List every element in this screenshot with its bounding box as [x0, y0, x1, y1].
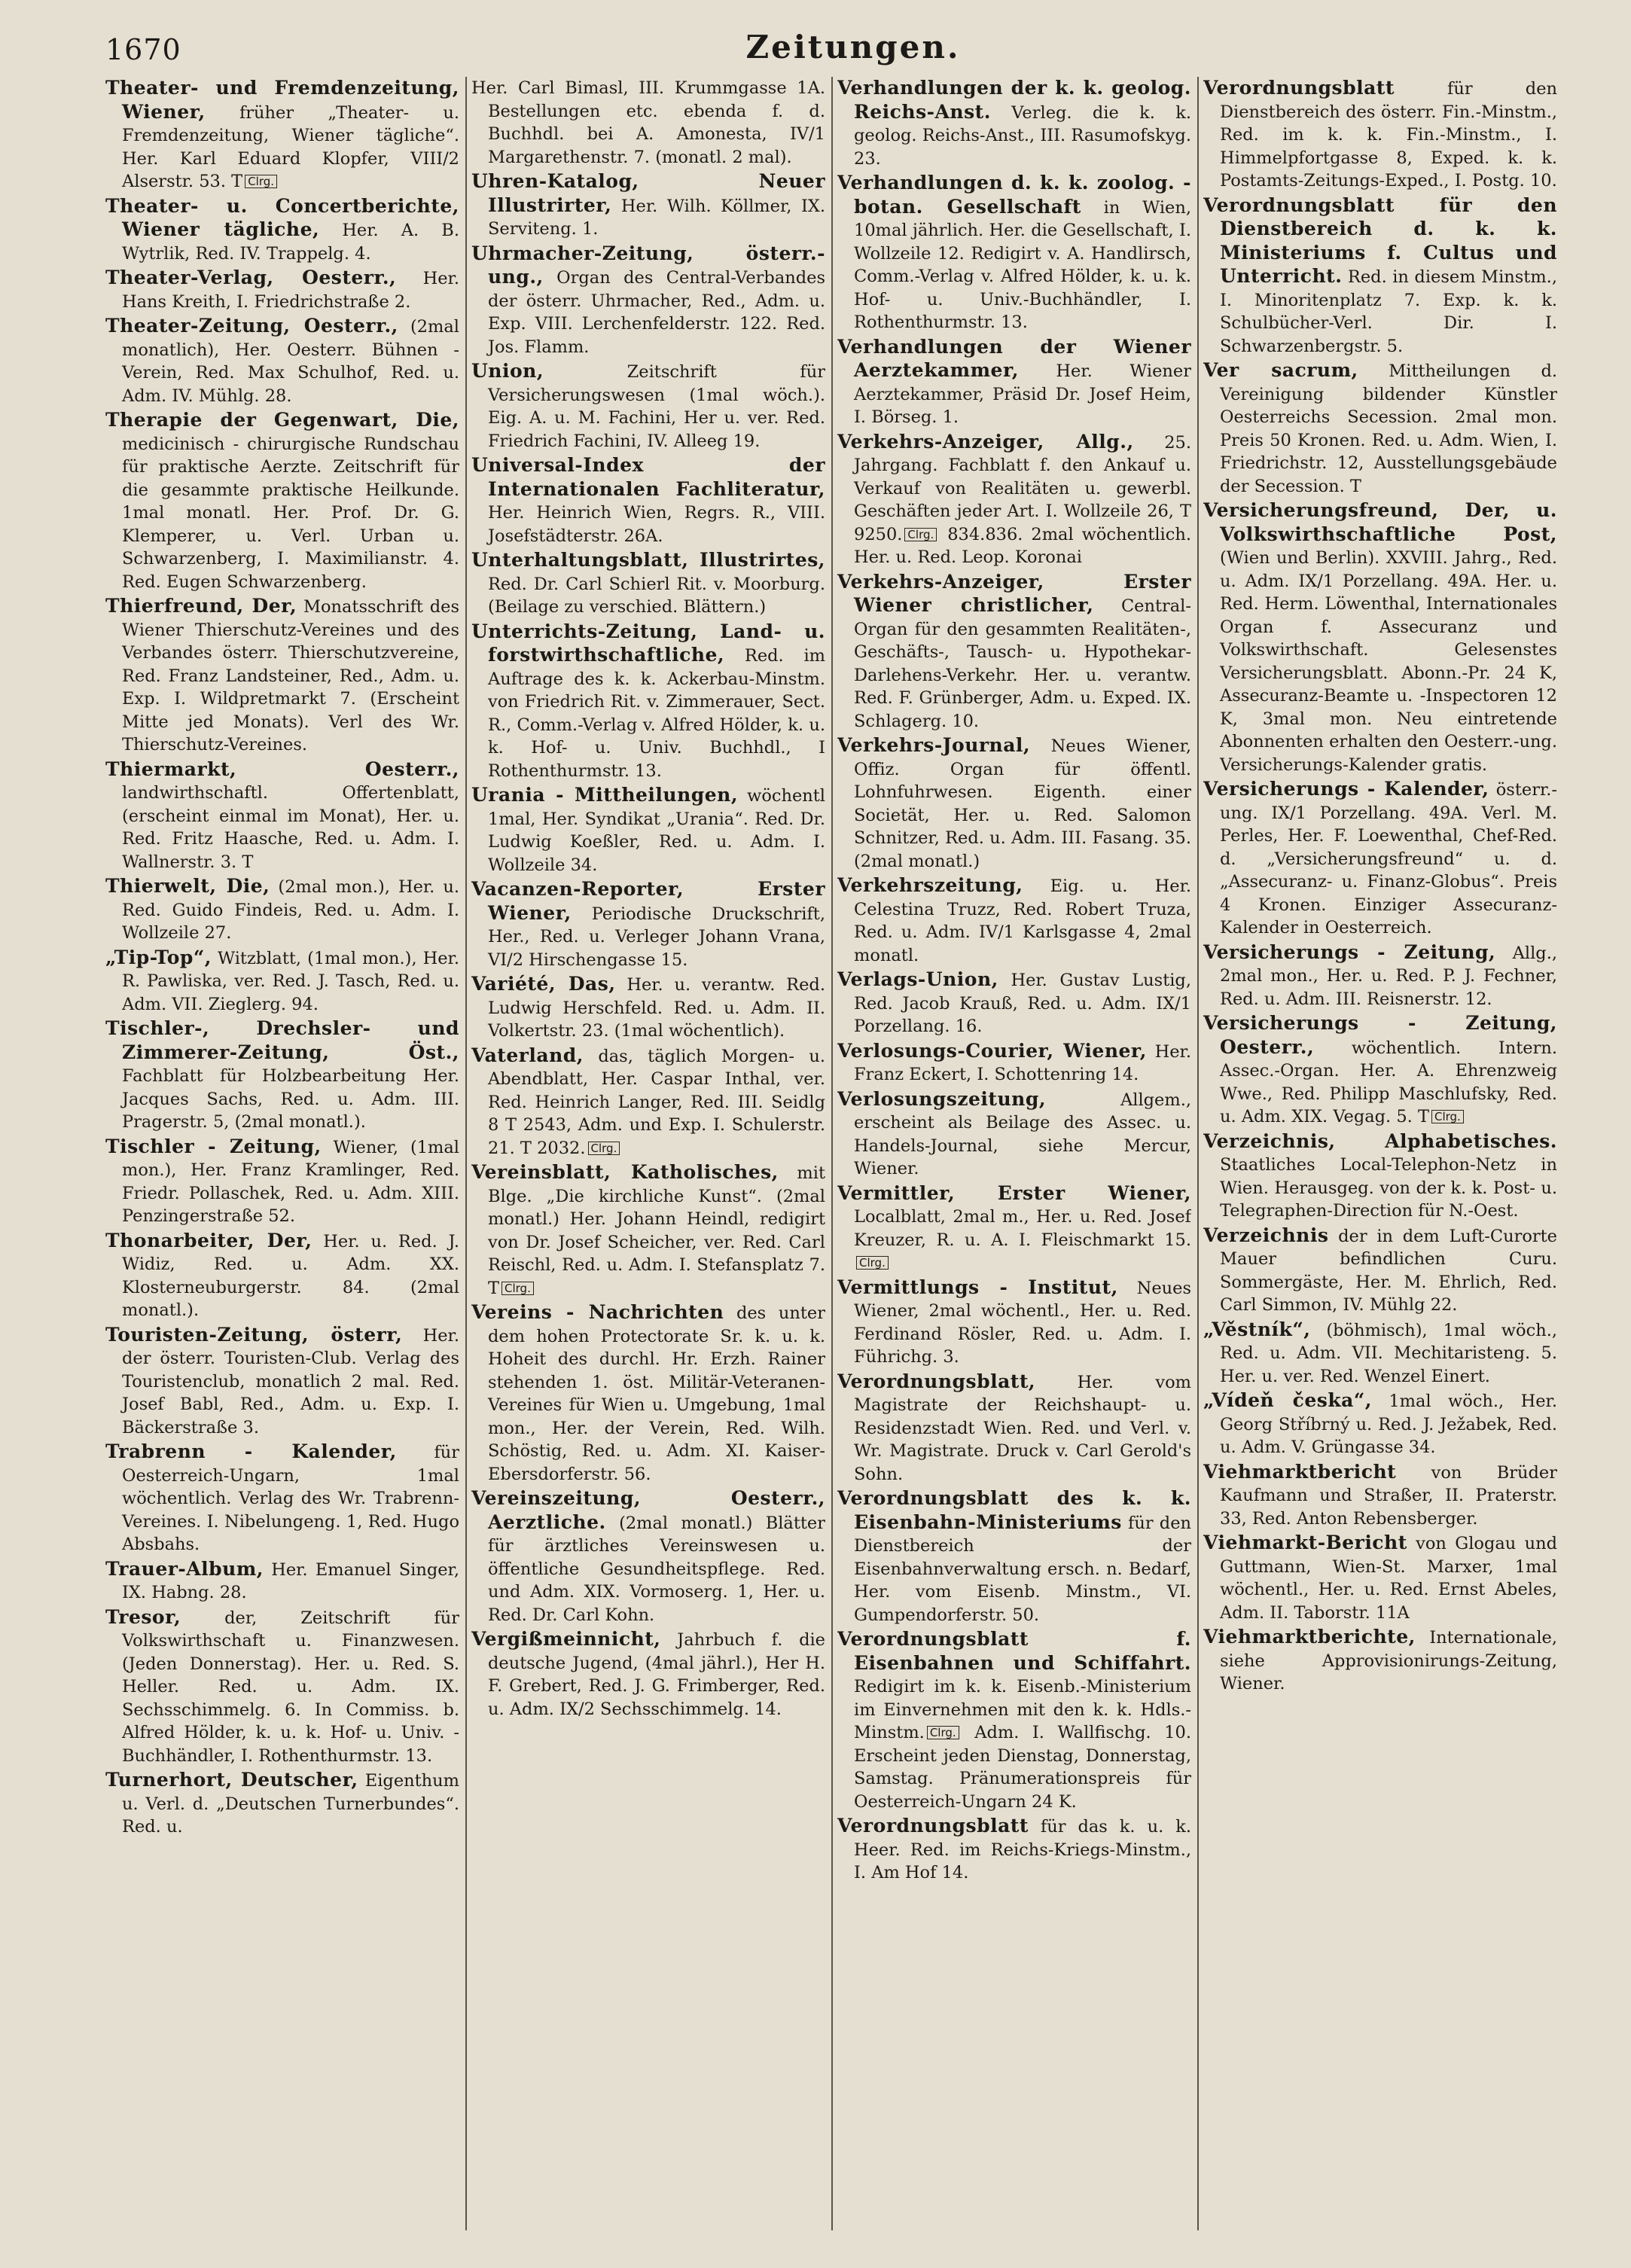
- entry-headword: Vermittlungs - Institut,: [837, 1276, 1118, 1298]
- entry-headword: Viehmarkt-Bericht: [1203, 1532, 1407, 1553]
- directory-entry: [105, 195, 459, 266]
- directory-entry: [105, 947, 459, 1017]
- entry-headword: Verordnungsblatt des k. k. Eisenbahn-Ministeriums: [837, 1487, 1191, 1533]
- directory-entry: [471, 1301, 825, 1486]
- entry-text: Red. in diesem Minstm., I. Minoritenplatz 7. Exp. k. k. Schulbücher-Verl. Dir. I. Schwarzenbergstr. 5.: [1220, 267, 1557, 356]
- entry-headword: Verordnungsblatt für den Dienstbereich d. k. k. Ministeriums f. Cultus und Unterricht.: [1203, 194, 1557, 287]
- entry-headword: Verzeichnis: [1203, 1224, 1329, 1246]
- entry-headword: Turnerhort, Deutscher,: [105, 1769, 358, 1791]
- clrg-stamp: Clrg.: [501, 1282, 534, 1295]
- directory-entry: [471, 454, 825, 547]
- directory-entry: [1203, 1461, 1557, 1531]
- directory-entry: [105, 1136, 459, 1228]
- entry-headword: Uhrmacher-Zeitung, österr.-ung.,: [471, 242, 825, 288]
- entry-text: Wiener, (1mal mon.), Her. Franz Kramlinger, Red. Friedr. Pollaschek, Red. u. Adm. XIII. Penzingerstraße 52.: [122, 1137, 459, 1226]
- entry-text: Her. Heinrich Wien, Regrs. R., VIII. Josefstädterstr. 26A.: [488, 503, 825, 546]
- directory-entry: [837, 1815, 1191, 1885]
- entry-headword: Thierfreund, Der,: [105, 595, 297, 617]
- directory-entry: [105, 1558, 459, 1605]
- entry-headword: Ver sacrum,: [1203, 359, 1358, 381]
- entry-text: Mittheilungen d. Vereinigung bildender Künstler Oesterreichs Secession. 2mal mon. Preis 50 Kronen. Red. u. Adm. Wien, I. Friedrichstr. 12, Ausstellungsgebäude der Secession. T: [1220, 361, 1557, 496]
- directory-entry: [471, 549, 825, 619]
- entry-headword: Tischler-, Drechsler- und Zimmerer-Zeitung, Öst.,: [105, 1017, 459, 1063]
- entry-headword: Thiermarkt, Oesterr.,: [105, 758, 459, 780]
- entry-text-continued: 834.836. 2mal wöchentlich. Her. u. Red. Leop. Koronai: [854, 524, 1191, 567]
- entry-headword: Therapie der Gegenwart, Die,: [105, 409, 459, 431]
- entry-text: Her. vom Magistrate der Reichshaupt- u. Residenzstadt Wien. Red. und Verl. v. Wr. Magistrate. Druck v. Carl Gerold's Sohn.: [854, 1372, 1191, 1484]
- entry-text: Staatliches Local-Telephon-Netz in Wien. Herausgeg. von der k. k. Post- u. Telegraphen-Direction für N.-Oest.: [1220, 1155, 1557, 1221]
- directory-entry: [471, 170, 825, 241]
- entry-text: in Wien, 10mal jährlich. Her. die Gesellschaft, I. Wollzeile 12. Redigirt v. A. Handlirsch, Comm.-Verlag v. Alfred Hölder, k. u. k. Hof- u. Univ.-Buchhändler, I. Rothenthurmstr. 13.: [854, 197, 1191, 332]
- directory-entry: [471, 360, 825, 453]
- entry-text: (2mal monatl.) Blätter für ärztliches Vereinswesen u. öffentliche Gesundheitspflege. Red. und Adm. XIX. Vormoserg. 1, Her. u. Red. Dr. Carl Kohn.: [488, 1513, 825, 1625]
- entry-headword: Thierwelt, Die,: [105, 875, 270, 897]
- entry-headword: Uhren-Katalog, Neuer Illustrirter,: [471, 170, 825, 216]
- entry-text: für Oesterreich-Ungarn, 1mal wöchentlich. Verlag des Wr. Trabrenn-Vereines. I. Nibelungeng. 1, Red. Hugo Absbahs.: [122, 1443, 459, 1554]
- entry-headword: Theater-Zeitung, Oesterr.,: [105, 315, 398, 337]
- entry-headword: Verlosungs-Courier, Wiener,: [837, 1039, 1147, 1062]
- entry-text: das, täglich Morgen- u. Abendblatt, Her. Caspar Inthal, ver. Red. Heinrich Langer, Red. III. Seidlg 8 T 2543, Adm. und Exp. I. Schulerstr. 21. T 2032.: [488, 1046, 825, 1158]
- entry-text: 1mal wöch., Her. Georg Stříbrný u. Red. J. Ježabek, Red. u. Adm. V. Grüngasse 34.: [1220, 1392, 1557, 1457]
- directory-entry: [105, 595, 459, 757]
- entry-headword: Verordnungsblatt,: [837, 1370, 1036, 1392]
- entry-text: wöchentl 1mal, Her. Syndikat „Urania“. Red. Dr. Ludwig Koeßler, Red. u. Adm. I. Wollzeile 34.: [488, 786, 825, 875]
- clrg-stamp: Clrg.: [927, 1726, 959, 1739]
- entry-text: wöchentlich. Intern. Assec.-Organ. Her. A. Ehrenzweig Wwe., Red. Philipp Maschlufsky, Red. u. Adm. XIX. Vegag. 5. T: [1220, 1038, 1557, 1126]
- entry-text: Witzblatt, (1mal mon.), Her. R. Pawliska, ver. Red. J. Tasch, Red. u. Adm. VII. Zieglerg. 94.: [122, 948, 459, 1014]
- column-divider: [831, 77, 833, 2230]
- directory-entry: [471, 878, 825, 971]
- directory-entry: [105, 315, 459, 407]
- entry-text: Her. u. Red. J. Widiz, Red. u. Adm. XX. Klosterneuburgerstr. 84. (2mal monatl.).: [122, 1231, 459, 1320]
- entry-headword: Variété, Das,: [471, 973, 616, 995]
- entry-text: Her. u. verantw. Red. Ludwig Herschfeld. Red. u. Adm. II. Volkertstr. 23. (1mal wöchentlich).: [488, 975, 825, 1041]
- entry-headword: Vermittler, Erster Wiener,: [837, 1181, 1191, 1204]
- directory-entry: [471, 1161, 825, 1300]
- entry-text: Redigirt im k. k. Eisenb.-Ministerium im Einvernehmen mit den k. k. Hdls.-Minstm.: [854, 1677, 1191, 1742]
- directory-entry: [837, 1487, 1191, 1626]
- directory-entry: [1203, 1626, 1557, 1696]
- entry-text: Zeitschrift für Versicherungswesen (1mal wöch.). Eig. A. u. M. Fachini, Her u. ver. Red. Friedrich Fachini, IV. Alleeg 19.: [488, 362, 825, 451]
- entry-text: Her. Wilh. Köllmer, IX. Servitеng. 1.: [488, 196, 825, 239]
- entry-text: Her. Franz Eckert, I. Schottenring 14.: [854, 1041, 1191, 1084]
- directory-entry: [1203, 194, 1557, 358]
- clrg-stamp: Clrg.: [856, 1256, 889, 1270]
- entry-text: Red. im Auftrage des k. k. Ackerbau-Minstm. von Friedrich Rit. v. Zimmerauer, Sect. R., Comm.-Verlag v. Alfred Hölder, k. u. k. Hof- u. Univ. Buchhdl., I Rothenthurmstr. 13.: [488, 646, 825, 781]
- directory-entry: [837, 77, 1191, 170]
- entry-text: Eigenthum u. Verl. d. „Deutschen Turnerbundes“. Red. u.: [122, 1771, 459, 1837]
- directory-entry: [837, 1182, 1191, 1275]
- column-1: [105, 77, 459, 2253]
- entry-text: Monatsschrift des Wiener Thierschutz-Vereines und des Verbandes österr. Thierschutzvereine, Red. Franz Landsteiner, Red., Adm. u. Exp. I. Wildpretmarkt 7. (Erscheint Mitte jed Monats). Verl des Wr. Thierschutz-Vereines.: [122, 597, 459, 754]
- entry-headword: Verhandlungen der Wiener Aerztekammer,: [837, 335, 1191, 381]
- entry-text: Her. Emanuel Singer, IX. Habng. 28.: [122, 1559, 459, 1602]
- directory-entry: [837, 336, 1191, 429]
- directory-entry: [1203, 1532, 1557, 1624]
- entry-headword: Verlosungszeitung,: [837, 1087, 1047, 1110]
- entry-text: (2mal mon.), Her. u. Red. Guido Findeis, Red. u. Adm. I. Wollzeile 27.: [122, 877, 459, 943]
- directory-entry: [837, 1628, 1191, 1813]
- directory-entry: [1203, 1224, 1557, 1317]
- entry-headword: Vaterland,: [471, 1044, 584, 1066]
- entry-headword: Verzeichnis, Alphabetisches.: [1203, 1129, 1557, 1152]
- entry-headword: Tischler - Zeitung,: [105, 1135, 322, 1157]
- entry-text: Her. A. B. Wytrlik, Red. IV. Trappelg. 4.: [122, 221, 459, 264]
- entry-text: Organ des Central-Verbandes der österr. Uhrmacher, Red., Adm. u. Exp. VIII. Lerchenfelderstr. 122. Red. Jos. Flamm.: [488, 268, 825, 357]
- entry-text: Eig. u. Her. Celestina Truzz, Red. Robert Truza, Red. u. Adm. IV/1 Karlsgasse 4, 2mal monatl.: [854, 876, 1191, 965]
- entry-headword: Tresor,: [105, 1605, 181, 1628]
- entry-headword: Union,: [471, 360, 544, 382]
- entry-text: Verleg. die k. k. geolog. Reichs-Anst., III. Rasumofskyg. 23.: [854, 102, 1191, 169]
- entry-text: (Wien und Berlin). XXVIII. Jahrg., Red. u. Adm. IX/1 Porzellang. 49A. Her. u. Red. Herm. Löwenthal, Internationales Organ f. Assecuranz und Volkswirthschaft. Gelesenstes Versicherungsblatt. Abonn.-Pr. 24 K, Assecuranz-Beamte u. -Inspectoren 12 K, 3mal mon. Neu eintretende Abonnenten erhalten den Oesterr.-ung. Versicherungs-Kalender gratis.: [1220, 548, 1557, 775]
- directory-entry: [471, 242, 825, 359]
- directory-entry: [1203, 77, 1557, 193]
- entry-text-continued: Adm. I. Wallfischg. 10. Erscheint jeden Dienstag, Donnerstag, Samstag. Pränumerationspreis für Oesterreich-Ungarn 24 K.: [854, 1723, 1191, 1812]
- entry-text: Allg., 2mal mon., Her. u. Red. P. J. Fechner, Red. u. Adm. III. Reisnerstr. 12.: [1220, 943, 1557, 1009]
- columns: [105, 77, 1559, 2253]
- entry-headword: Vergißmeinnicht,: [471, 1628, 661, 1650]
- entry-headword: Versicherungsfreund, Der, u. Volkswirthschaftliche Post,: [1203, 499, 1557, 545]
- directory-entry: [837, 571, 1191, 733]
- entry-text: Allgem., erscheint als Beilage des Assec. u. Handels-Journal, siehe Mercur, Wiener.: [854, 1090, 1191, 1178]
- directory-entry: [471, 784, 825, 876]
- clrg-stamp: Clrg.: [245, 175, 277, 188]
- entry-text: Neues Wiener, Offiz. Organ für öffentl. Lohnfuhrwesen. Eigenth. einer Societät, Her. u. Red. Salomon Schnitzer, Red. u. Adm. III. Fasang. 35. (2mal monatl.): [854, 736, 1191, 871]
- entry-headword: Verhandlungen der k. k. geolog. Reichs-Anst.: [837, 77, 1191, 123]
- entry-headword: Trabrenn - Kalender,: [105, 1440, 397, 1462]
- directory-entry: [105, 758, 459, 874]
- directory-entry: [105, 267, 459, 313]
- entry-headword: Theater- u. Concertberichte, Wiener tägliche,: [105, 194, 459, 240]
- entry-text: Neues Wiener, 2mal wöchentl., Her. u. Red. Ferdinand Rösler, Red. u. Adm. I. Führichg. 3.: [854, 1278, 1191, 1367]
- directory-entry: [1203, 359, 1557, 498]
- entry-headword: Verordnungsblatt: [1203, 77, 1395, 99]
- entry-headword: Theater-Verlag, Oesterr.,: [105, 267, 397, 288]
- directory-entry: [471, 1044, 825, 1160]
- page-header: [105, 27, 1601, 72]
- entry-text: Fachblatt für Holzbearbeitung Her. Jacques Sachs, Red. u. Adm. III. Pragerstr. 5, (2mal monatl.).: [122, 1066, 459, 1132]
- entry-headword: Verlags-Union,: [837, 968, 998, 990]
- entry-text: medicinisch - chirurgische Rundschau für praktische Aerzte. Zeitschrift für die gesammte praktische Heilkunde. 1mal monatl. Her. Prof. Dr. G. Klemperer, u. Verl. Urban u. Schwarzenberg, I. Maximilianstr. 4. Red. Eugen Schwarzenberg.: [122, 434, 459, 592]
- directory-entry: [1203, 1389, 1557, 1459]
- entry-text: 25. Jahrgang. Fachblatt f. den Ankauf u. Verkauf von Realitäten u. gewerbl. Geschäften jeder Art. I. Wollzeile 26, T 9250.: [854, 432, 1191, 544]
- entry-text: Localblatt, 2mal m., Her. u. Red. Josef Kreuzer, R. u. A. I. Fleischmarkt 15.: [854, 1207, 1191, 1250]
- entry-headword: Vereinszeitung, Oesterr., Aerztliche.: [471, 1487, 825, 1533]
- directory-entry: [471, 1487, 825, 1626]
- running-title: Zeitungen.: [745, 29, 961, 66]
- entry-text: für den Dienstbereich des österr. Fin.-Minstm., Red. im k. k. Fin.-Minstm., I. Himmelpfortgasse 8, Exped. k. k. Postamts-Zeitungs-Exped., I. Postg. 10.: [1220, 79, 1557, 191]
- directory-entry: [837, 431, 1191, 569]
- directory-entry: [471, 973, 825, 1043]
- entry-headword: Thonarbeiter, Der,: [105, 1229, 312, 1251]
- entry-headword: Touristen-Zeitung, österr,: [105, 1323, 403, 1346]
- directory-entry: [1203, 778, 1557, 940]
- entry-headword: Vacanzen-Reporter, Erster Wiener,: [471, 878, 825, 924]
- entry-text: landwirthschaftl. Offertenblatt, (erscheint einmal im Monat), Her. u. Red. Fritz Haasche, Red. u. Adm. I. Wallnerstr. 3. T: [122, 783, 459, 872]
- clrg-stamp: Clrg.: [588, 1142, 620, 1155]
- entry-headword: Verkehrs-Anzeiger, Allg.,: [837, 430, 1134, 453]
- directory-entry: [837, 734, 1191, 873]
- directory-entry: [105, 875, 459, 945]
- clrg-stamp: Clrg.: [904, 528, 937, 541]
- entry-headword: Verkehrszeitung,: [837, 874, 1023, 896]
- entry-headword: Trauer-Album,: [105, 1557, 264, 1580]
- entry-headword: „Tip-Top“,: [105, 946, 212, 968]
- entry-headword: Urania - Mittheilungen,: [471, 784, 739, 806]
- entry-text: für das k. u. k. Heer. Red. im Reichs-Kriegs-Minstm., I. Am Hof 14.: [854, 1817, 1191, 1882]
- directory-entry: [837, 874, 1191, 967]
- entry-text: der in dem Luft-Curorte Mauer befindlichen Curu. Sommergäste, Her. M. Ehrlich, Red. Carl Simmon, IV. Mühlg 22.: [1220, 1226, 1557, 1315]
- entry-text: Her. Wiener Aerztekammer, Präsid Dr. Josef Heim, I. Börseg. 1.: [854, 361, 1191, 427]
- entry-headword: Verordnungsblatt f. Eisenbahnen und Schiffahrt.: [837, 1628, 1191, 1674]
- entry-text: (2mal monatlich), Her. Oesterr. Bühnen - Verein, Red. Max Schulhof, Red. u. Adm. IV. Mühlg. 28.: [122, 317, 459, 406]
- entry-text: Red. Dr. Carl Schierl Rit. v. Moorburg. (Beilage zu verschied. Blättern.): [488, 574, 825, 617]
- directory-entry: [1203, 1130, 1557, 1223]
- directory-entry: [105, 77, 459, 194]
- entry-headword: Unterhaltungsblatt, Illustrirtes,: [471, 549, 825, 571]
- directory-entry: [105, 1230, 459, 1322]
- directory-entry: [1203, 941, 1557, 1011]
- entry-text: (böhmisch), 1mal wöch., Red. u. Adm. VII. Mechitaristeng. 5. Her. u. ver. Red. Wenzel Einert.: [1220, 1320, 1557, 1386]
- entry-text: des unter dem hohen Protectorate Sr. k. u. k. Hoheit des durchl. Hr. Erzh. Rainer stehenden 1. öst. Militär-Veteranen-Vereines für Wien u. Umgebung, 1mal mon., Her. der Verein, Red. Wilh. Schöstig, Red. u. Adm. XI. Kaiser-Ebersdorferstr. 56.: [488, 1303, 825, 1484]
- directory-entry: [471, 620, 825, 783]
- entry-headword: Verordnungsblatt: [837, 1815, 1029, 1837]
- directory-entry: [105, 1017, 459, 1134]
- entry-text: für den Dienstbereich der Eisenbahnverwaltung ersch. n. Bedarf, Her. vom Eisenb. Minstm., VI. Gumpendorferstr. 50.: [854, 1513, 1191, 1625]
- entry-headword: Verhandlungen d. k. k. zoolog. - botan. Gesellschaft: [837, 172, 1191, 218]
- entry-headword: Theater- und Fremdenzeitung, Wiener,: [105, 77, 459, 123]
- directory-entry: [471, 1628, 825, 1721]
- entry-headword: „Vídeň česka“,: [1203, 1389, 1372, 1411]
- directory-entry: [837, 1040, 1191, 1087]
- directory-entry: [837, 968, 1191, 1038]
- entry-headword: Verkehrs-Anzeiger, Erster Wiener christlicher,: [837, 570, 1191, 616]
- column-4: [1203, 77, 1557, 2253]
- entry-text: Jahrbuch f. die deutsche Jugend, (4mal jährl.), Her H. F. Grebert, Red. J. G. Frimberger, Red. u. Adm. IX/2 Sechsschimmelg. 14.: [488, 1630, 825, 1719]
- directory-entry: [471, 77, 825, 169]
- entry-text: Periodische Druckschrift, Her., Red. u. Verleger Johann Vrana, VI/2 Hirschengasse 15.: [488, 904, 825, 970]
- directory-entry: [105, 1769, 459, 1839]
- clrg-stamp: Clrg.: [1431, 1110, 1464, 1123]
- directory-entry: [105, 409, 459, 593]
- column-3: [837, 77, 1191, 2253]
- directory-entry: [105, 1440, 459, 1556]
- entry-text: Central-Organ für den gesammten Realitäten-, Geschäfts-, Tausch- u. Hypothekar-Darlehens-Verkehr. Her. u. verantw. Red. F. Grünberger, Adm. u. Exped. IX. Schlagerg. 10.: [854, 596, 1191, 731]
- directory-entry: [837, 172, 1191, 334]
- entry-headword: Versicherungs - Zeitung,: [1203, 940, 1496, 963]
- entry-headword: Versicherungs - Kalender,: [1203, 778, 1489, 800]
- entry-headword: Unterrichts-Zeitung, Land- u. forstwirthschaftliche,: [471, 620, 825, 666]
- directory-entry: [105, 1324, 459, 1440]
- entry-headword: Vereins - Nachrichten: [471, 1301, 724, 1323]
- column-divider: [465, 77, 467, 2230]
- entry-text: Her. Gustav Lustig, Red. Jacob Krauß, Red. u. Adm. IX/1 Porzellang. 16.: [854, 971, 1191, 1036]
- directory-entry: [105, 1606, 459, 1768]
- entry-headword: Universal-Index der Internationalen Fachliteratur,: [471, 454, 825, 500]
- column-2: [471, 77, 825, 2253]
- entry-text: von Brüder Kaufmann und Straßer, II. Praterstr. 33, Red. Anton Rebensberger.: [1220, 1462, 1557, 1529]
- entry-text: der, Zeitschrift für Volkswirthschaft u. Finanzwesen. (Jeden Donnerstag). Her. u. Red. S. Heller. Red. u. Adm. IX. Sechsschimmelg. 6. In Commiss. b. Alfred Hölder, k. u. k. Hof- u. Univ. - Buchhändler, I. Rothenthurmstr. 13.: [122, 1608, 459, 1766]
- directory-entry: [1203, 1318, 1557, 1389]
- directory-entry: [837, 1088, 1191, 1181]
- directory-entry: [1203, 1012, 1557, 1129]
- entry-headword: „Věstník“,: [1203, 1318, 1311, 1340]
- entry-text: Her. der österr. Touristen-Club. Verlag des Touristenclub, monatlich 2 mal. Red. Josef Babl, Red., Adm. u. Exp. I. Bäckerstraße 3.: [122, 1325, 459, 1437]
- entry-text: von Glogau und Guttmann, Wien-St. Marxer, 1mal wöchentl., Her. u. Red. Ernst Abeles, Adm. II. Taborstr. 11A: [1220, 1534, 1557, 1623]
- directory-entry: [837, 1276, 1191, 1369]
- entry-text: Internationale, siehe Approvisionirungs-Zeitung, Wiener.: [1220, 1628, 1557, 1693]
- entry-headword: Verkehrs-Journal,: [837, 734, 1031, 756]
- entry-headword: Versicherungs - Zeitung, Oesterr.,: [1203, 1012, 1557, 1058]
- entry-text: österr.-ung. IX/1 Porzellang. 49A. Verl. M. Perles, Her. F. Loewenthal, Chef-Red. d. „Versicherungsfreund“ u. d. „Assecuranz- u. Finanz-Globus“. Preis 4 Kronen. Einziger Assecuranz-Kalender in Oesterreich.: [1220, 780, 1557, 937]
- page-number: 1670: [105, 33, 181, 66]
- entry-text: mit Blge. „Die kirchliche Kunst“. (2mal monatl.) Her. Johann Heindl, redigirt von Dr. Josef Scheicher, ver. Red. Carl Reischl, Red. u. Adm. I. Stefansplatz 7. T: [488, 1163, 825, 1298]
- entry-headword: Vereinsblatt, Katholisches,: [471, 1161, 779, 1183]
- directory-entry: [837, 1370, 1191, 1486]
- directory-entry: [1203, 499, 1557, 776]
- entry-text: Her. Hans Kreith, I. Friedrichstraße 2.: [122, 269, 459, 312]
- entry-text: Her. Carl Bimasl, III. Krummgasse 1A. Bestellungen etc. ebenda f. d. Buchhdl. bei A. Amonesta, IV/1 Margarethenstr. 7. (monatl. 2 mal).: [471, 78, 825, 167]
- entry-headword: Viehmarktberichte,: [1203, 1626, 1416, 1648]
- column-divider: [1197, 77, 1199, 2230]
- entry-text: früher „Theater- u. Fremdenzeitung, Wiener tägliche“. Her. Karl Eduard Klopfer, VIII/2 Alserstr. 53. T: [122, 102, 459, 191]
- entry-headword: Viehmarktbericht: [1203, 1460, 1397, 1483]
